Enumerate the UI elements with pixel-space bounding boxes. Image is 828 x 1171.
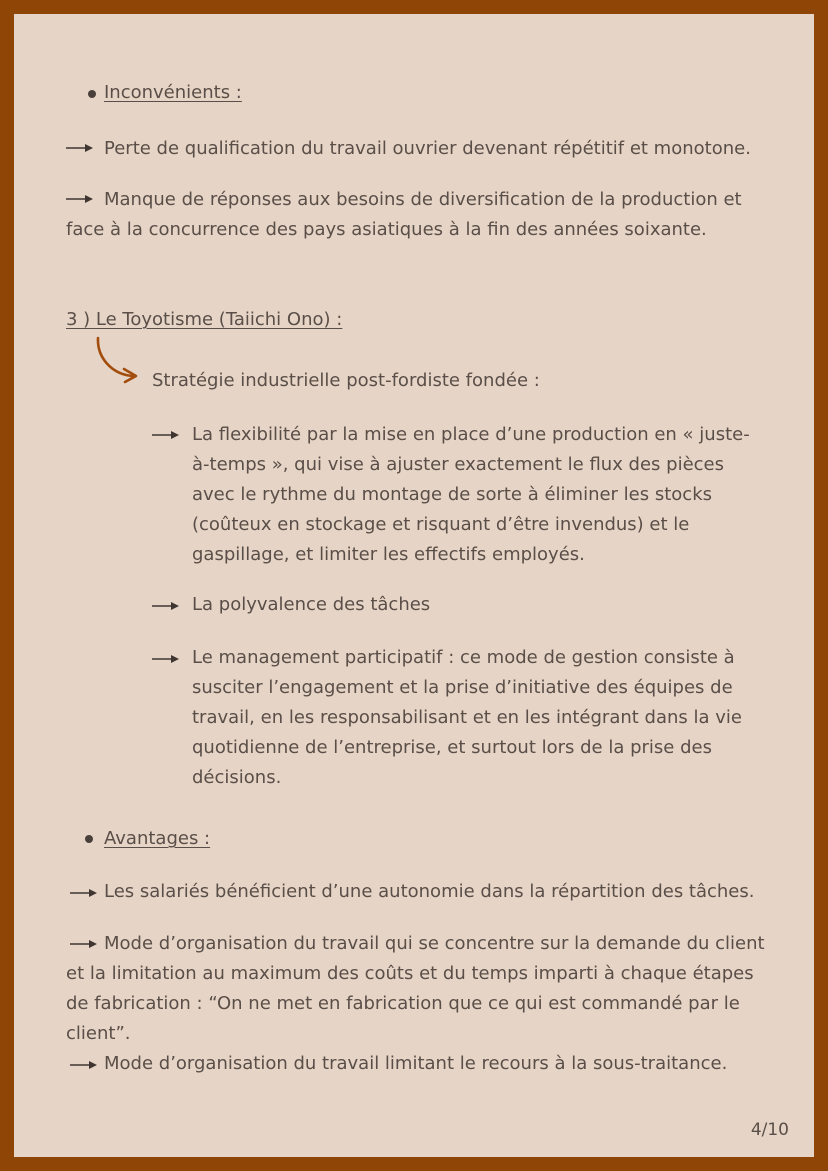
inconvenients-title: Inconvénients :	[104, 82, 242, 103]
bullet-dot	[88, 90, 96, 98]
arrow-right-icon	[152, 601, 180, 611]
avantages-title: Avantages :	[104, 828, 211, 849]
inconvenient-item-1: Perte de qualification du travail ouvrier devenant répétitif et monotone.	[104, 138, 751, 159]
inconvenient-item-2: Manque de réponses aux besoins de diversification de la production et face à la concurrence des pays asiatiques à la fin des années soixante.	[66, 189, 742, 240]
avantage-item-2: Mode d’organisation du travail qui se concentre sur la demande du client et la limitation au maximum des coûts et du temps imparti à chaque étapes de fabrication : “On ne met en fabrication que ce qui est commandé par le client”.	[66, 933, 765, 1044]
section-heading-toyotisme: 3 ) Le Toyotisme (Taiichi Ono) :	[66, 309, 343, 330]
arrow-right-icon	[152, 430, 180, 440]
avantage-item-1: Les salariés bénéficient d’une autonomie dans la répartition des tâches.	[104, 881, 755, 902]
toyotisme-item-flexibilite: La flexibilité par la mise en place d’une production en « juste-à-temps », qui vise à ajuster exactement le flux des pièces avec le rythme du montage de sorte à éliminer les stocks (coûteux en stockage et risquant d’être invendus) et le gaspillage, et limiter les effectifs employés.	[192, 424, 750, 565]
arrow-right-icon	[152, 654, 180, 664]
toyotisme-item-management: Le management participatif : ce mode de gestion consiste à susciter l’engagement et la prise d’initiative des équipes de travail, en les responsabilisant et en les intégrant dans la vie quotidienne de l’entreprise, et surtout lors de la prise des décisions.	[192, 647, 742, 788]
avantage-item-3: Mode d’organisation du travail limitant le recours à la sous-traitance.	[104, 1053, 728, 1074]
bullet-dot	[85, 835, 93, 843]
toyotisme-intro: Stratégie industrielle post-fordiste fondée :	[152, 370, 540, 391]
arrow-right-icon	[70, 1060, 98, 1070]
page-number: 4/10	[750, 1120, 789, 1140]
curved-arrow-icon	[92, 336, 142, 386]
arrow-right-icon	[70, 888, 98, 898]
toyotisme-item-polyvalence: La polyvalence des tâches	[192, 594, 431, 615]
arrow-right-icon	[66, 143, 94, 153]
document-page	[14, 14, 814, 1157]
